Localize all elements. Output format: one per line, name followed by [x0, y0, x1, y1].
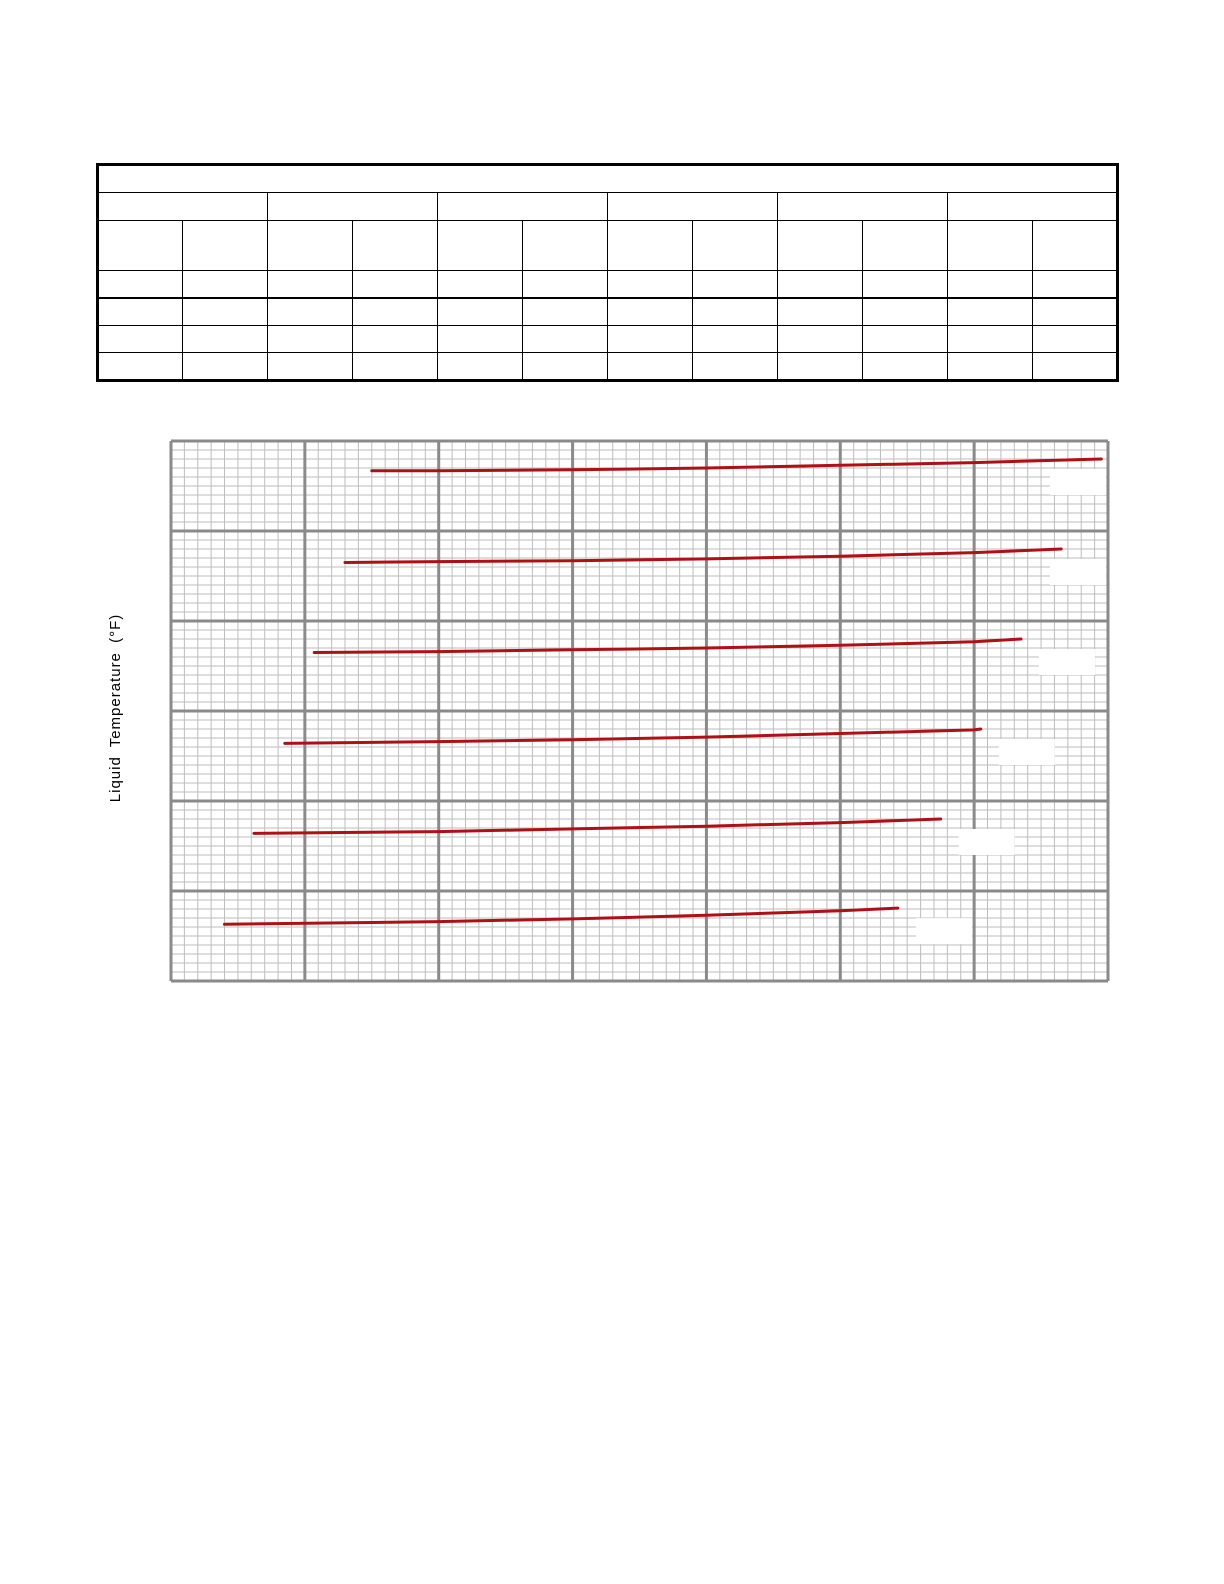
series-label-box-1	[1050, 469, 1106, 495]
series-line-5	[254, 819, 941, 833]
series-label-box-5	[959, 829, 1015, 855]
series-label-box-3	[1039, 649, 1095, 675]
series-line-4	[285, 729, 981, 743]
series-line-1	[372, 459, 1102, 471]
y-axis-label: Liquid Temperature (°F)	[107, 613, 124, 803]
series-label-box-2	[1050, 559, 1106, 585]
series-label-box-6	[916, 918, 972, 944]
series-label-box-4	[999, 739, 1055, 765]
series-line-6	[225, 908, 898, 924]
series-line-3	[314, 639, 1021, 653]
